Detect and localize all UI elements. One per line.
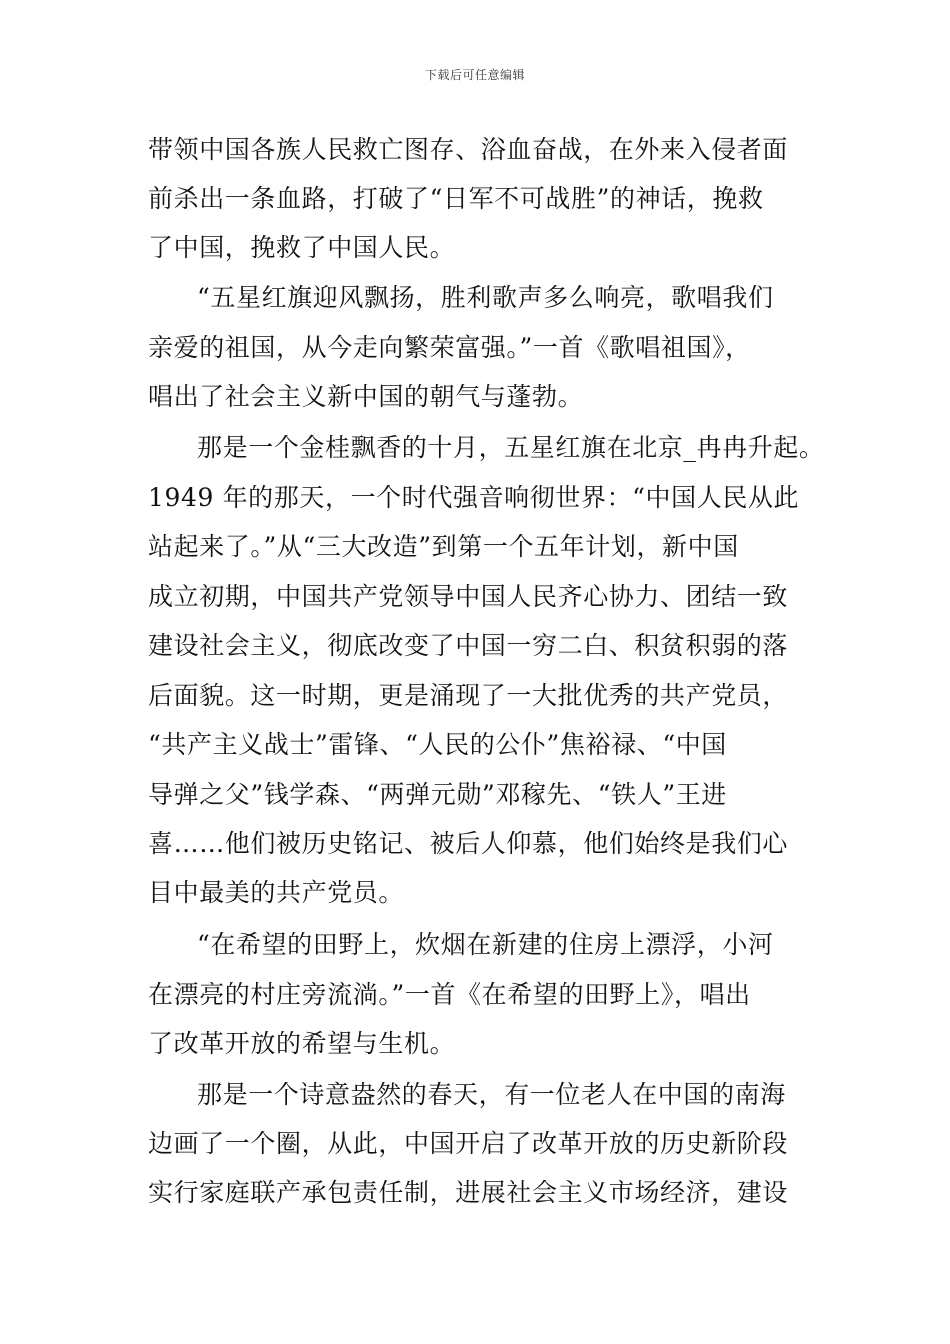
text-line: “五星红旗迎风飘扬，胜利歌声多么响亮，歌唱我们 [197,283,774,312]
text-line: 了改革开放的希望与生机。 [148,1029,456,1058]
text-line: 亲爱的祖国，从今走向繁荣富强。”一首《歌唱祖国》， [148,333,751,362]
text-line: 带领中国各族人民救亡图存、浴血奋战，在外来入侵者面 [148,135,789,164]
page-header-note: 下载后可任意编辑 [424,68,525,82]
text-line: 前杀出一条血路，打破了“日军不可战胜”的神话，挽救 [148,184,764,213]
text-line: 边画了一个圈，从此，中国开启了改革开放的历史新阶段 [148,1129,789,1158]
text-line: “共产主义战士”雷锋、“人民的公仆”焦裕禄、“中国 [148,730,727,759]
text-line: “在希望的田野上，炊烟在新建的住房上漂浮，小河 [197,930,774,959]
text-line: 那是一个诗意盎然的春天，有一位老人在中国的南海 [197,1080,786,1109]
text-line: 1949 年的那天，一个时代强音响彻世界：“中国人民从此 [148,483,800,512]
text-line: 目中最美的共产党员。 [148,878,405,907]
text-line: 在漂亮的村庄旁流淌。”一首《在希望的田野上》，唱出 [148,980,751,1009]
text-line: 成立初期，中国共产党领导中国人民齐心协力、团结一致 [148,582,789,611]
text-line: 后面貌。这一时期，更是涌现了一大批优秀的共产党员， [148,681,789,710]
text-line: 喜……他们被历史铭记、被后人仰慕，他们始终是我们心 [148,829,789,858]
text-line: 那是一个金桂飘香的十月，五星红旗在北京_冉冉升起。 [197,433,825,462]
text-line: 实行家庭联产承包责任制，进展社会主义市场经济，建设 [148,1178,789,1207]
text-line: 导弹之父”钱学森、“两弹元勋”邓稼先、“铁人”王进 [148,780,727,809]
text-line: 了中国，挽救了中国人民。 [148,233,456,262]
text-line: 建设社会主义，彻底改变了中国一穷二白、积贫积弱的落 [148,631,789,660]
text-line: 唱出了社会主义新中国的朝气与蓬勃。 [148,382,584,411]
text-line: 站起来了。”从“三大改造”到第一个五年计划，新中国 [148,532,739,561]
